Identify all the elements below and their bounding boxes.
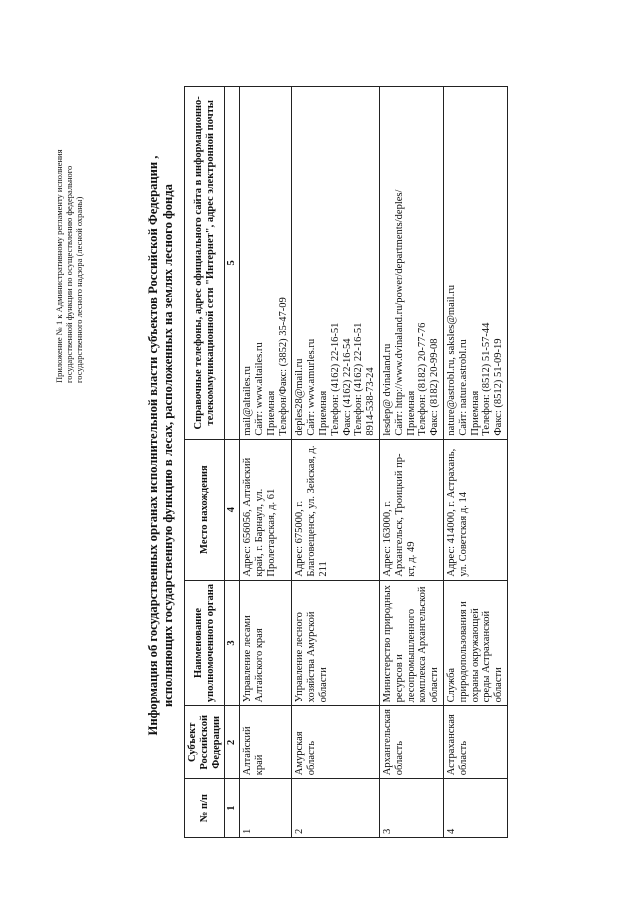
contact-line: Телефон: (8182) 20-77-76 [417, 322, 429, 436]
row-address: Адрес: 163000, г. Архангельск, Троицкий пр-кт, д. 49 [379, 439, 443, 580]
contact-line: deples28@mail.ru [294, 358, 306, 436]
rotated-document-page [50, 68, 590, 838]
contact-line: Факс: (8512) 51-09-19 [493, 338, 505, 436]
header-number: № п/п [185, 779, 225, 838]
row-number: 2 [292, 779, 380, 838]
row-address: Адрес: 414000, г. Астрахань, ул. Советская д. 14 [443, 439, 507, 580]
header-address: Место нахождения [185, 439, 225, 580]
contact-line: Сайт: www.altailes.ru [253, 342, 265, 436]
contact-line: Приемная [469, 390, 481, 436]
row-contacts [379, 87, 443, 440]
row-subject: Архангельская область [379, 706, 443, 779]
contact-line: nature@astrobl.ru, saksles@mail.ru [445, 285, 457, 436]
row-subject: Амурская область [292, 706, 380, 779]
row-number: 4 [443, 779, 507, 838]
contact-line: lesdep@ dvinaland.ru [381, 343, 393, 436]
contact-line: Приемная [265, 390, 277, 436]
row-address: Адрес: 656056, Алтайский край, г. Барнаул, ул. Пролетарская, д. 61 [240, 439, 292, 580]
contact-line: mail@altailes.ru [242, 366, 254, 436]
appendix-note: Приложение № 1 к Административному регламенту исполнения государственной функции по осуществлению федерального государственного лесного надзора (лесной охраны) [54, 149, 84, 383]
contact-line: Приемная [405, 390, 417, 436]
contact-line: Телефон/Факс: (3852) 35-47-09 [277, 297, 289, 436]
row-address: Адрес: 675000, г. Благовещенск, ул. Зейская, д. 211 [292, 439, 380, 580]
row-contacts [292, 87, 380, 440]
contact-line: Телефон: (4162) 22-16-51 [353, 322, 365, 436]
column-index: 4 [225, 439, 240, 580]
table-row [240, 87, 292, 838]
row-organ: Управление лесами Алтайского края [240, 580, 292, 706]
row-subject: Астраханская область [443, 706, 507, 779]
row-organ: Служба природопользования и охраны окружающей среды Астраханской области [443, 580, 507, 706]
row-contacts [443, 87, 507, 440]
title-line-1: Информация об государственных органах исполнительной власти субъектов Российской Федерации , [146, 155, 160, 736]
column-index: 3 [225, 580, 240, 706]
organs-table [184, 86, 508, 838]
row-subject: Алтайский край [240, 706, 292, 779]
row-contacts [240, 87, 292, 440]
contact-line: Сайт: nature.astrobl.ru [457, 339, 469, 436]
column-index: 1 [225, 779, 240, 838]
header-organ: Наименование уполномоченного органа [185, 580, 225, 706]
contact-line: 8914-538-73-24 [365, 367, 377, 436]
contact-line: Приемная [317, 390, 329, 436]
table-header-row [185, 87, 225, 838]
column-index: 2 [225, 706, 240, 779]
contact-line: Сайт: http://www.dvinaland.ru/power/departments/deples/ [393, 189, 405, 436]
row-organ: Управление лесного хозяйства Амурской области [292, 580, 380, 706]
contact-line: Телефон: (4162) 22-16-51 [329, 322, 341, 436]
row-number: 3 [379, 779, 443, 838]
contact-line: Факс: (4162) 22-16-54 [341, 338, 353, 436]
table-row [443, 87, 507, 838]
contact-line: Сайт: www.amurles.ru [306, 338, 318, 436]
row-organ: Министерство природных ресурсов и лесопромышленного комплекса Архангельской области [379, 580, 443, 706]
column-index: 5 [225, 87, 240, 440]
table-row [379, 87, 443, 838]
column-index-row [225, 87, 240, 838]
header-contacts: Справочные телефоны, адрес официального сайта в информационно-телекоммуникационной сети "Интернет", адрес электронной почты [185, 87, 225, 440]
contact-line: Телефон: (8512) 51-57-44 [481, 322, 493, 436]
document-title [146, 73, 176, 818]
title-line-2: исполняющих государственную функцию в лесах, расположенных на землях лесного фонда [161, 184, 175, 707]
contact-line: Факс: (8182) 20-99-08 [429, 338, 441, 436]
header-subject: Субъект Российской Федерации [185, 706, 225, 779]
table-row [292, 87, 380, 838]
row-number: 1 [240, 779, 292, 838]
